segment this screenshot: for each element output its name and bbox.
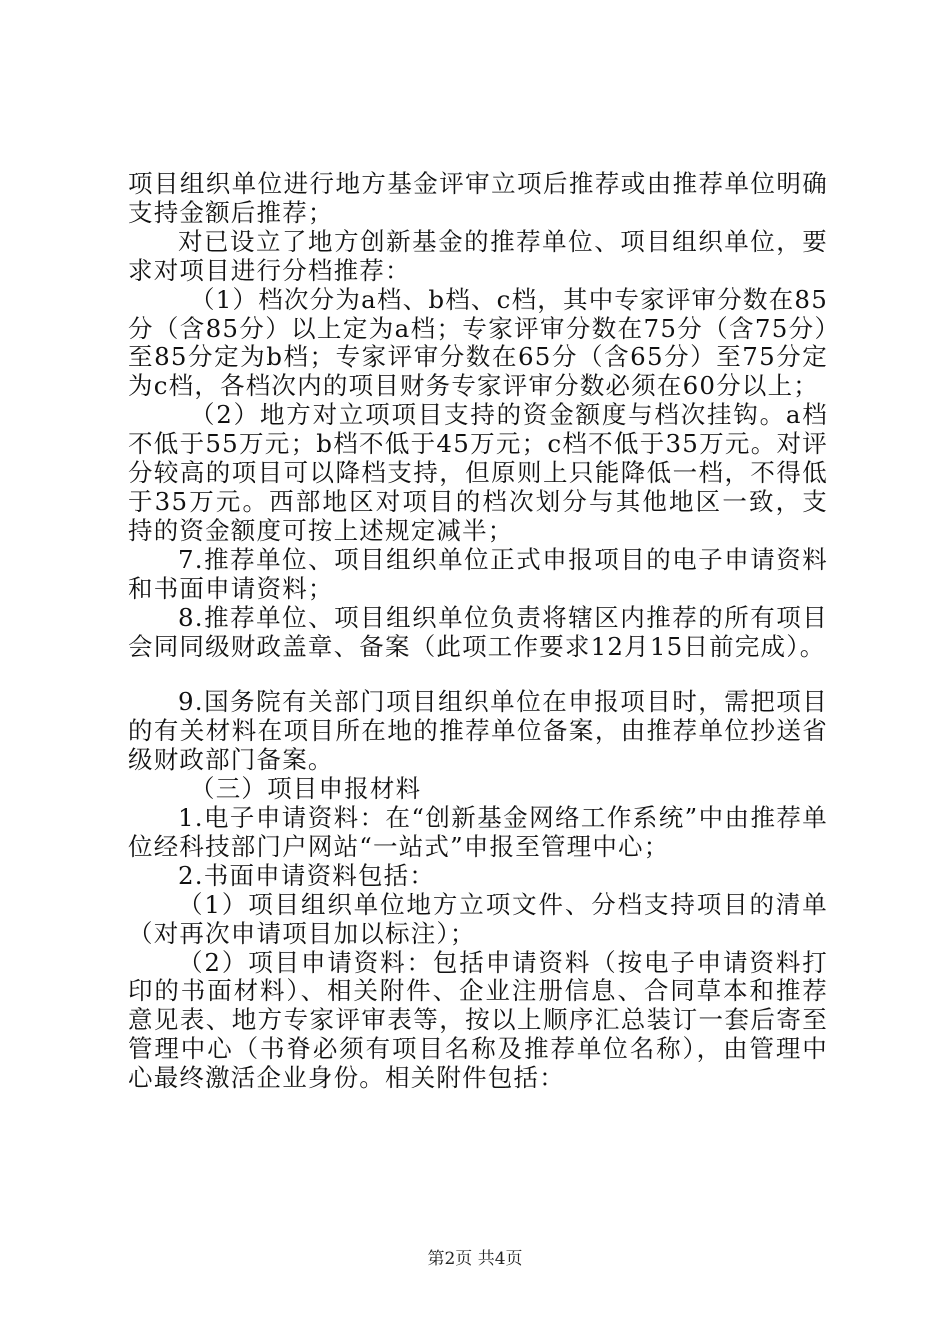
paragraph-7: 9.国务院有关部门项目组织单位在申报项目时，需把项目的有关材料在项目所在地的推荐单位备案，由推荐单位抄送省级财政部门备案。 bbox=[128, 687, 828, 775]
section-heading: （三）项目申报材料 bbox=[190, 774, 422, 804]
paragraph-6: 8.推荐单位、项目组织单位负责将辖区内推荐的所有项目会同同级财政盖章、备案（此项工作要求12月15日前完成）。 bbox=[128, 602, 828, 661]
paragraph-3: （1）档次分为a档、b档、c档，其中专家评审分数在85分（含85分）以上定为a档；专家评审分数在75分（含75分）至85分定为b档；专家评审分数在65分（含65分）至75分定为c档，各档次内的项目财务专家评审分数必须在60分以上； bbox=[128, 284, 828, 401]
paragraph-8: 1.电子申请资料：在“创新基金网络工作系统”中由推荐单位经科技部门户网站“一站式”申报至管理中心； bbox=[128, 803, 828, 861]
page-footer: 第2页 共4页 bbox=[427, 1249, 523, 1269]
paragraph-10: （1）项目组织单位地方立项文件、分档支持项目的清单（对再次申请项目加以标注）； bbox=[128, 889, 828, 948]
document-body bbox=[128, 170, 828, 1093]
paragraph-11: （2）项目申请资料：包括申请资料（按电子申请资料打印的书面材料）、相关附件、企业注册信息、合同草本和推荐意见表、地方专家评审表等，按以上顺序汇总装订一套后寄至管理中心（书脊必须有项目名称及推荐单位名称），由管理中心最终激活企业身份。相关附件包括： bbox=[128, 947, 828, 1093]
paragraph-9: 2.书面申请资料包括： bbox=[178, 860, 436, 890]
paragraph-2: 对已设立了地方创新基金的推荐单位、项目组织单位，要求对项目进行分档推荐： bbox=[128, 226, 828, 285]
paragraph-1: 项目组织单位进行地方基金评审立项后推荐或由推荐单位明确支持金额后推荐； bbox=[128, 169, 828, 227]
paragraph-5: 7.推荐单位、项目组织单位正式申报项目的电子申请资料和书面申请资料； bbox=[128, 544, 828, 603]
paragraph-4: （2）地方对立项项目支持的资金额度与档次挂钩。a档不低于55万元；b档不低于45万元；c档不低于35万元。对评分较高的项目可以降档支持，但原则上只能降低一档，不得低于35万元。西部地区对项目的档次划分与其他地区一致，支持的资金额度可按上述规定减半； bbox=[128, 400, 828, 545]
